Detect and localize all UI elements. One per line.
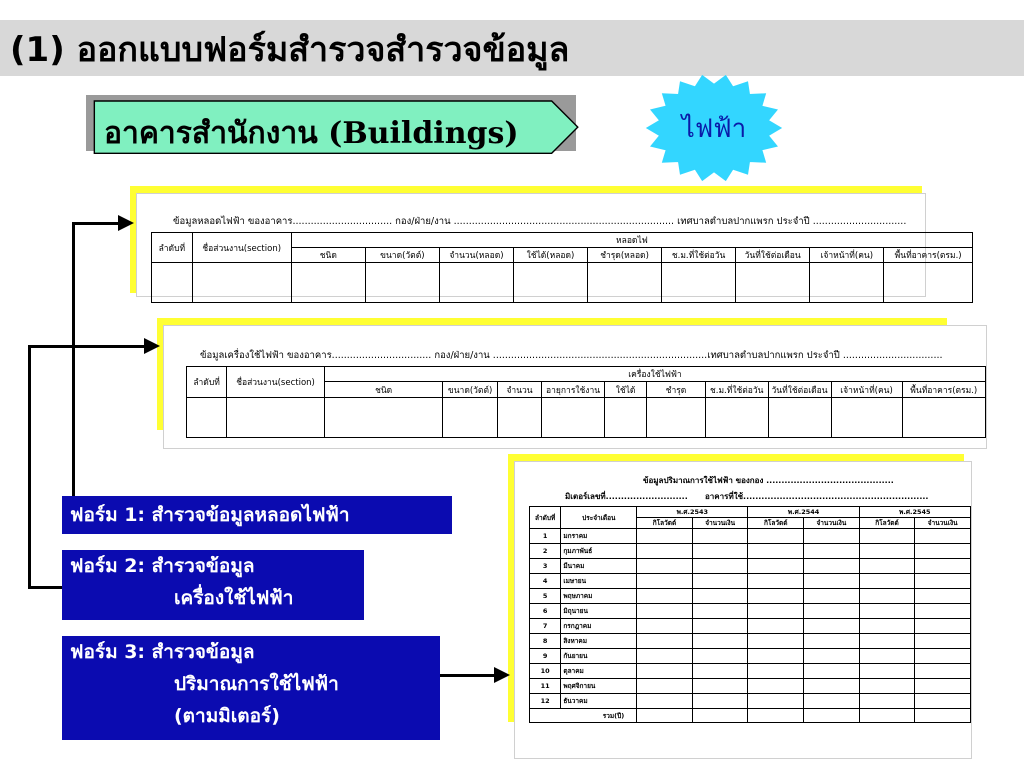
form3-row <box>530 649 971 664</box>
form3-row-cell <box>859 589 915 604</box>
form3-row-cell <box>859 544 915 559</box>
form3-row-cell <box>859 664 915 679</box>
form3-row-month: ตุลาคม <box>561 664 637 679</box>
form3-row-month: ธันวาคม <box>561 694 637 709</box>
connector-form1-vertical <box>72 222 75 522</box>
form3-row <box>530 664 971 679</box>
form3-row-cell <box>692 634 748 649</box>
connector-form3-horizontal <box>440 674 496 677</box>
form3-row <box>530 679 971 694</box>
form3-row-cell <box>915 574 971 589</box>
form3-row-cell <box>915 694 971 709</box>
form3-col-month: ประจำเดือน <box>561 507 637 529</box>
form3-row-month: สิงหาคม <box>561 634 637 649</box>
form3-row-month: มกราคม <box>561 529 637 544</box>
form1-label: ฟอร์ม 1: สำรวจข้อมูลหลอดไฟฟ้า <box>62 496 452 534</box>
form3-row-cell <box>692 649 748 664</box>
form3-building: อาคารที่ใช้............................................................. <box>705 492 929 501</box>
form2-col-hours: ช.ม.ที่ใช้ต่อวัน <box>705 382 768 398</box>
form3-row <box>530 694 971 709</box>
form3-row-cell <box>637 694 693 709</box>
form3-label-line1: ฟอร์ม 3: สำรวจข้อมูล <box>70 641 255 663</box>
form2-col-broken: ชำรุด <box>647 382 706 398</box>
form3-row-cell <box>804 694 860 709</box>
form3-row-cell <box>692 664 748 679</box>
form3-row-no: 3 <box>530 559 561 574</box>
form3-row-cell <box>804 634 860 649</box>
form3-row-cell <box>915 619 971 634</box>
form1-header: ข้อมูลหลอดไฟฟ้า ของอาคาร................................. กอง/ฝ่าย/งาน ......................................................................... เทศบาลตำบลปากแพรก ประจำปี ............................... <box>173 216 907 227</box>
form2-col-working: ใช้ได้ <box>604 382 646 398</box>
form3-row-cell <box>637 574 693 589</box>
form3-row <box>530 559 971 574</box>
arrow-right-icon <box>118 215 134 231</box>
form3-row-cell <box>748 544 804 559</box>
form1-col-count: จำนวน(หลอด) <box>439 248 513 263</box>
form3-row-cell <box>637 649 693 664</box>
form1-col-broken: ชำรุด(หลอด) <box>588 248 662 263</box>
form3-row-cell <box>637 559 693 574</box>
form3-total-label: รวม(ปี) <box>530 709 637 723</box>
form3-row-cell <box>859 679 915 694</box>
form3-row-cell <box>637 679 693 694</box>
form3-row-no: 4 <box>530 574 561 589</box>
form3-row <box>530 604 971 619</box>
form3-row-cell <box>692 529 748 544</box>
form3-row-cell <box>915 679 971 694</box>
form3-row-cell <box>859 604 915 619</box>
form2-group-header: เครื่องใช้ไฟฟ้า <box>324 367 985 382</box>
form3-row-cell <box>748 619 804 634</box>
form2-col-days: วันที่ใช้ต่อเดือน <box>768 382 831 398</box>
form3-row-cell <box>859 634 915 649</box>
form3-row-cell <box>915 649 971 664</box>
form3-header-title: ข้อมูลปริมาณการใช้ไฟฟ้า ของกอง .......................................... <box>643 476 894 485</box>
connector-form2-bottom <box>28 586 62 589</box>
form3-row-cell <box>692 559 748 574</box>
form3-row-cell <box>748 679 804 694</box>
slide-title: (1) ออกแบบฟอร์มสำรวจสำรวจข้อมูล <box>10 30 570 70</box>
form3-row-cell <box>804 649 860 664</box>
form2-label-line2: เครื่องใช้ไฟฟ้า <box>174 587 294 609</box>
form2-col-type: ชนิด <box>324 382 442 398</box>
form3-row-cell <box>804 664 860 679</box>
form3-row-cell <box>637 544 693 559</box>
form3-row-cell <box>915 634 971 649</box>
form3-row-cell <box>915 664 971 679</box>
form1-col-days: วันที่ใช้ต่อเดือน <box>736 248 810 263</box>
form3-sub-kwh: กิโลวัตต์ <box>859 518 915 529</box>
form3-row-cell <box>692 604 748 619</box>
form2-col-section: ชื่อส่วนงาน(section) <box>227 367 325 398</box>
form3-row-cell <box>637 664 693 679</box>
form1-col-working: ใช้ได้(หลอด) <box>513 248 587 263</box>
form3-row-cell <box>637 604 693 619</box>
form3-row-cell <box>748 649 804 664</box>
form2-sheet <box>163 325 987 449</box>
form3-row-cell <box>748 559 804 574</box>
form3-meter-no: มิเตอร์เลขที่........................... <box>565 492 688 501</box>
form3-row <box>530 634 971 649</box>
form3-row-cell <box>915 559 971 574</box>
form3-row <box>530 619 971 634</box>
form3-row-cell <box>804 544 860 559</box>
form3-row-cell <box>859 574 915 589</box>
form3-row-cell <box>692 619 748 634</box>
form3-row-month: มิถุนายน <box>561 604 637 619</box>
form3-row <box>530 544 971 559</box>
form3-row-cell <box>692 589 748 604</box>
form3-label <box>62 636 440 740</box>
form3-row-cell <box>804 619 860 634</box>
form3-row-no: 9 <box>530 649 561 664</box>
form3-row-cell <box>637 634 693 649</box>
form1-col-watt: ขนาด(วัตต์) <box>365 248 439 263</box>
form1-col-staff: เจ้าหน้าที่(คน) <box>810 248 884 263</box>
form3-row-cell <box>748 604 804 619</box>
form2-label <box>62 550 364 620</box>
badge-label: ไฟฟ้า <box>681 114 747 144</box>
form3-row-cell <box>748 634 804 649</box>
form3-row-no: 12 <box>530 694 561 709</box>
form1-group-header: หลอดไฟ <box>291 233 972 248</box>
form3-row-no: 11 <box>530 679 561 694</box>
form2-col-no: ลำดับที่ <box>187 367 227 398</box>
form3-sub-money: จำนวนเงิน <box>804 518 860 529</box>
form3-row-month: พฤศจิกายน <box>561 679 637 694</box>
form2-col-watt: ขนาด(วัตต์) <box>443 382 498 398</box>
connector-form1-horizontal <box>72 222 122 225</box>
form3-row-month: กรกฎาคม <box>561 619 637 634</box>
category-tag-label: อาคารสำนักงาน (Buildings) <box>104 116 519 151</box>
form3-row-no: 8 <box>530 634 561 649</box>
arrow-right-icon <box>494 667 510 683</box>
form2-col-count: จำนวน <box>497 382 541 398</box>
form3-year-1: พ.ศ.2543 <box>637 507 748 518</box>
form3-row-no: 6 <box>530 604 561 619</box>
form3-row-cell <box>915 604 971 619</box>
form3-row-month: กุมภาพันธ์ <box>561 544 637 559</box>
form3-row-no: 2 <box>530 544 561 559</box>
arrow-right-icon <box>144 338 160 354</box>
form3-row-cell <box>804 679 860 694</box>
form3-row-cell <box>748 574 804 589</box>
form3-row-no: 10 <box>530 664 561 679</box>
form3-row-cell <box>692 679 748 694</box>
form3-label-line3: (ตามมิเตอร์) <box>174 705 280 727</box>
form3-row-no: 5 <box>530 589 561 604</box>
form3-row-cell <box>859 529 915 544</box>
form3-row-cell <box>804 574 860 589</box>
form2-label-line1: ฟอร์ม 2: สำรวจข้อมูล <box>70 555 255 577</box>
form3-label-line2: ปริมาณการใช้ไฟฟ้า <box>174 673 339 695</box>
form3-row-cell <box>804 529 860 544</box>
form3-sub-money: จำนวนเงิน <box>692 518 748 529</box>
form3-row-cell <box>804 604 860 619</box>
form3-row <box>530 529 971 544</box>
form1-col-type: ชนิด <box>291 248 365 263</box>
form3-row-month: กันยายน <box>561 649 637 664</box>
form3-row-cell <box>637 619 693 634</box>
form3-row-cell <box>915 529 971 544</box>
form1-table <box>151 232 973 303</box>
form3-row-no: 1 <box>530 529 561 544</box>
form1-col-hours: ช.ม.ที่ใช้ต่อวัน <box>662 248 736 263</box>
form3-row-cell <box>692 544 748 559</box>
form3-row-month: มีนาคม <box>561 559 637 574</box>
form3-row-month: พฤษภาคม <box>561 589 637 604</box>
form2-col-staff: เจ้าหน้าที่(คน) <box>831 382 902 398</box>
form1-col-area: พื้นที่อาคาร(ตรม.) <box>884 248 973 263</box>
form3-row-cell <box>637 529 693 544</box>
form3-row-cell <box>637 589 693 604</box>
form3-row-cell <box>859 649 915 664</box>
form3-row-cell <box>804 559 860 574</box>
form3-row <box>530 589 971 604</box>
form3-row-cell <box>748 589 804 604</box>
form3-row-cell <box>859 559 915 574</box>
form3-sub-kwh: กิโลวัตต์ <box>637 518 693 529</box>
form1-col-section: ชื่อส่วนงาน(section) <box>192 233 291 263</box>
form3-sub-kwh: กิโลวัตต์ <box>748 518 804 529</box>
form3-row-cell <box>804 589 860 604</box>
form3-row-cell <box>748 529 804 544</box>
form2-col-lifetime: อายุการใช้งาน <box>542 382 605 398</box>
form3-year-3: พ.ศ.2545 <box>859 507 970 518</box>
form3-row-cell <box>692 694 748 709</box>
form3-row-cell <box>748 664 804 679</box>
form3-year-2: พ.ศ.2544 <box>748 507 859 518</box>
form3-sheet <box>514 461 972 759</box>
form2-header: ข้อมูลเครื่องใช้ไฟฟ้า ของอาคาร................................. กอง/ฝ่าย/งาน .......................................................................เทศบาลตำบลปากแพรก ประจำปี ................................. <box>200 350 943 361</box>
form3-row-month: เมษายน <box>561 574 637 589</box>
form2-col-area: พื้นที่อาคาร(ตรม.) <box>902 382 985 398</box>
form2-table <box>186 366 986 438</box>
form3-table <box>529 506 971 723</box>
form3-sub-money: จำนวนเงิน <box>915 518 971 529</box>
form3-row-cell <box>859 619 915 634</box>
form3-row-cell <box>915 544 971 559</box>
form1-col-no: ลำดับที่ <box>152 233 193 263</box>
form3-row-cell <box>748 694 804 709</box>
form3-col-no: ลำดับที่ <box>530 507 561 529</box>
connector-form2-horizontal <box>28 345 148 348</box>
form3-row <box>530 574 971 589</box>
form3-row-no: 7 <box>530 619 561 634</box>
connector-form2-vertical <box>28 345 31 588</box>
form3-row-cell <box>859 694 915 709</box>
form3-row-cell <box>692 574 748 589</box>
form3-row-cell <box>915 589 971 604</box>
form1-sheet <box>136 193 962 297</box>
